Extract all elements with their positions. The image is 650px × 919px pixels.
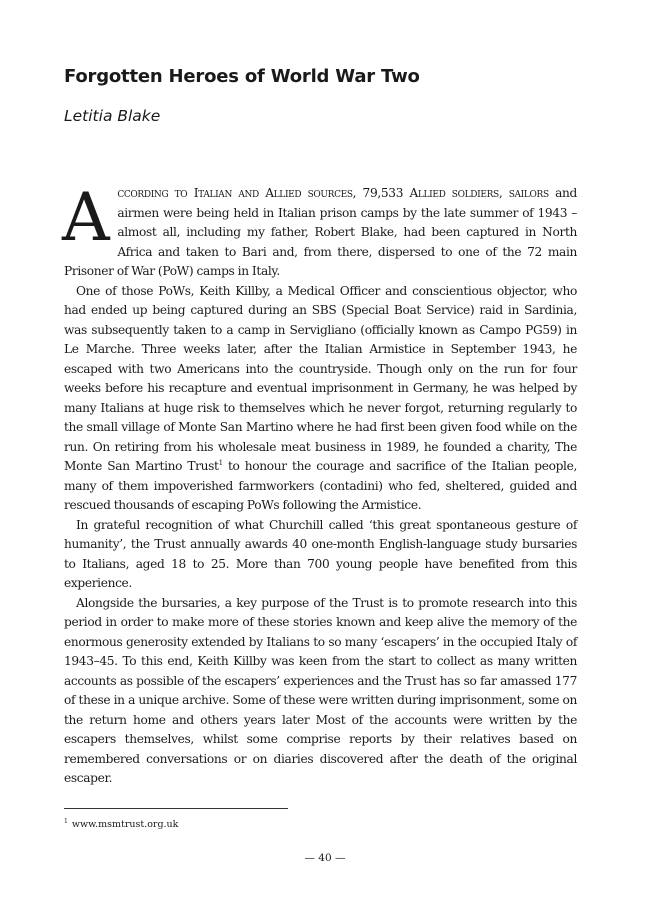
drop-cap: A bbox=[62, 179, 110, 256]
paragraph-4: Alongside the bursaries, a key purpose of the Trust is to promote research into this period in order to make more of these stories known and keep alive the memory of the enormous generosity extended by Italians to so many ‘escapers’ in the occupied Italy of 1943–45. To this end, Keith Killby was keen from the start to collect as many written accounts as possible of the escapers’ experiences and the Trust has so far amassed 177 of these in a unique archive. Some of these were written during imprisonment, some on the return home and others years later Most of the accounts were written by the escapers themselves, whilst some comprise reports by their relatives based on remembered conversations or on diaries discovered after the death of the original escaper. bbox=[64, 595, 577, 785]
footnote-divider bbox=[64, 808, 288, 809]
author-name: Letitia Blake bbox=[64, 107, 161, 125]
article-body bbox=[62, 179, 577, 789]
opening-small-caps: ccording to Italian and Allied sources, 79,533 Allied soldiers, sailors bbox=[117, 186, 549, 200]
paragraph-1 bbox=[62, 179, 577, 282]
footnote-link[interactable]: www.msmtrust.org.uk bbox=[71, 819, 179, 831]
paragraph-3: In grateful recognition of what Churchill called ‘this great spontaneous gesture of humanity’, the Trust annually awards 40 one-month English-language study bursaries to Italians, aged 18 to 25. More than 700 young people have benefited from this experience. bbox=[64, 517, 577, 590]
paragraph-1-text: and airmen were being held in Italian prison camps by the late summer of 1943 – almost all, including my father, Robert Blake, had been captured in North Africa and taken to Bari and, from there, dispersed to one of the 72 main Prisoner of War (PoW) camps in Italy. bbox=[64, 186, 577, 278]
paragraph-2-text-a: One of those PoWs, Keith Killby, a Medical Officer and conscientious objector, who had ended up being captured during an SBS (Special Boat Service) raid in Sardinia, was subsequently taken to a camp in Servigliano (officially known as Campo PG59) in Le Marche. Three weeks later, after the Italian Armistice in September 1943, he escaped with two Americans into the countryside. Though only on the run for four weeks before his recapture and eventual imprisonment in Germany, he was helped by many Italians at huge risk to themselves which he never forgot, returning regularly to the small village of Monte San Martino where he had first been given food while on the run. On retiring from his wholesale meat business in 1989, he founded a charity, The Monte San Martino Trust bbox=[64, 283, 577, 473]
paragraph-2-text-b: to honour the courage and sacrifice of the Italian people, many of them impoverished farmworkers (contadini) who fed, sheltered, guided and rescued thousands of escaping PoWs following the Armistice. bbox=[64, 459, 577, 512]
footnote-reference[interactable]: 1 bbox=[218, 458, 223, 467]
footnote bbox=[64, 818, 178, 830]
paragraph-2 bbox=[64, 282, 577, 516]
page-number: — 40 — bbox=[304, 852, 346, 864]
footnote-marker: 1 bbox=[64, 818, 68, 825]
article-title: Forgotten Heroes of World War Two bbox=[64, 66, 420, 87]
